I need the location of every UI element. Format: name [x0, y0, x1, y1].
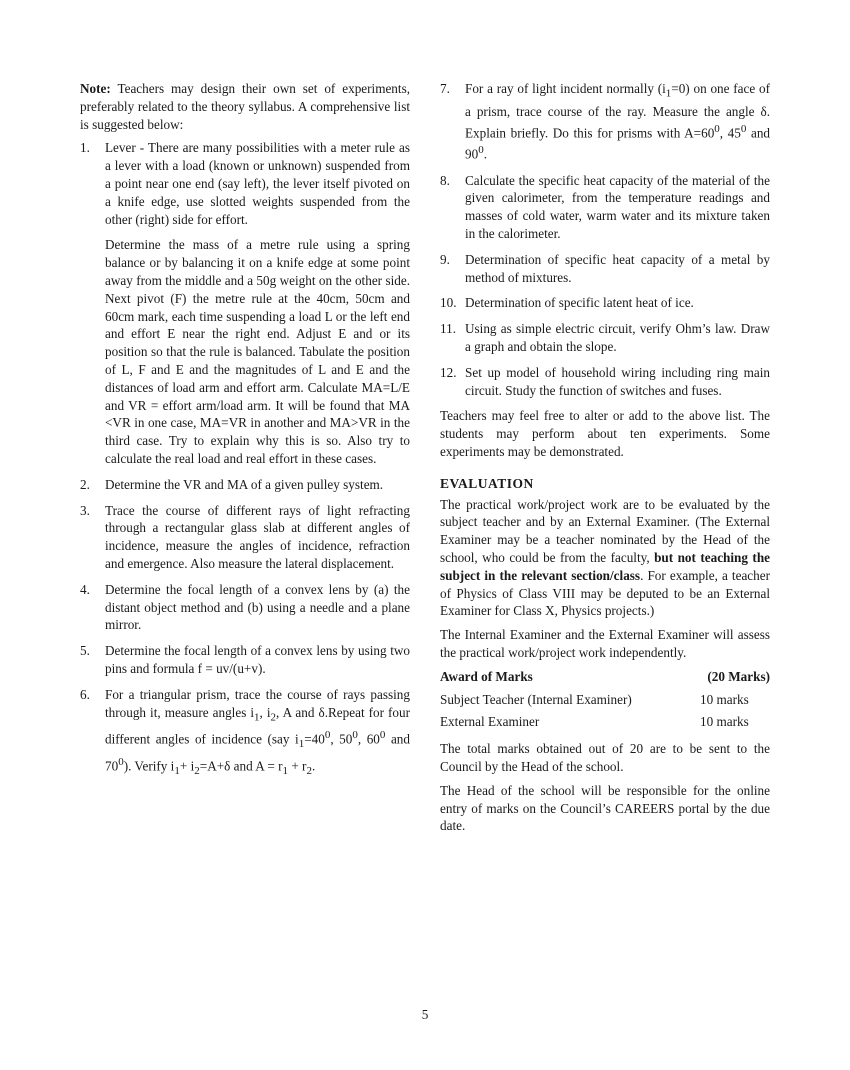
note-text: Teachers may design their own set of experiments, preferably related to the theory syllabus. A comprehensive list is suggested below: — [80, 81, 410, 132]
list-item — [80, 476, 410, 494]
evaluation-paragraph-3: The total marks obtained out of 20 are to be sent to the Council by the Head of the school. — [440, 741, 770, 774]
list-item — [80, 139, 410, 467]
marks-total: (20 Marks) — [707, 668, 770, 684]
list-item — [440, 320, 770, 356]
item-number: 4. — [80, 581, 90, 597]
evaluation-paragraph-2: The Internal Examiner and the External Examiner will assess the practical work/project work independently. — [440, 627, 770, 660]
page-number: 5 — [421, 1007, 429, 1022]
right-column — [440, 80, 770, 841]
item-number: 2. — [80, 476, 90, 492]
item-text: Determine the focal length of a convex lens by using two pins and formula f = uv/(u+v). — [105, 643, 410, 676]
item-text: Determination of specific latent heat of ice. — [465, 295, 694, 311]
item-text: Trace the course of different rays of light refracting through a rectangular glass slab at different angles of incidence, measure the angles of incidence, refraction and emergence. Also measure the lateral displacement. — [105, 502, 410, 571]
table-row — [440, 691, 770, 714]
list-item — [440, 80, 770, 164]
evaluation-heading: EVALUATION — [440, 475, 534, 491]
item-text: For a ray of light incident normally $(i_1=0)$ on one face of a prism, trace course of the ray. Measure the angle δ. Explain briefly. Do this for prisms with $A=60^0$, $45^0$ and $90^0$. — [465, 81, 771, 162]
item-number: 7. — [440, 81, 450, 96]
item-number: 1. — [80, 140, 90, 156]
item-number: 3. — [80, 502, 90, 518]
list-item — [440, 251, 770, 287]
list-item — [440, 294, 770, 312]
note-paragraph — [80, 80, 410, 133]
marks-value: 10 marks — [700, 714, 749, 730]
item-number: 9. — [440, 251, 450, 267]
item-text: Determination of specific heat capacity of a metal by method of mixtures. — [465, 251, 770, 285]
item-number: 11. — [440, 321, 456, 337]
marks-heading-row — [440, 668, 770, 691]
list-item — [440, 172, 770, 243]
list-item — [80, 642, 410, 678]
list-item — [80, 581, 410, 634]
marks-value: 10 marks — [700, 691, 749, 707]
experiment-list — [80, 139, 410, 780]
item-text: Set up model of household wiring including ring main circuit. Study the function of switches and fuses. — [465, 364, 770, 398]
item-text: Lever - There are many possibilities with a meter rule as a lever with a load (known or unknown) suspended from a point near one end (say left), the lever itself pivoted on a knife edge, use slotted weights suspended from the other (right) side for effort. — [105, 140, 410, 227]
list-item — [80, 502, 410, 573]
item-text: Determine the VR and MA of a given pulley system. — [105, 476, 384, 492]
item-text: Determine the focal length of a convex lens by (a) the distant object method and (b) using a needle and a plane mirror. — [105, 581, 410, 633]
list-item — [80, 686, 410, 781]
list-item — [440, 364, 770, 400]
item-number: 8. — [440, 172, 450, 188]
item-number: 10. — [440, 295, 457, 311]
item-number: 12. — [440, 364, 457, 380]
item-text: Calculate the specific heat capacity of the material of the given calorimeter, from the temperature readings and masses of cold water, warm water and its mixture taken in the calorimeter. — [465, 172, 770, 241]
item-text: Using as simple electric circuit, verify Ohm’s law. Draw a graph and obtain the slope. — [465, 321, 770, 354]
experiment-list-continued — [440, 80, 770, 399]
table-row — [440, 713, 770, 736]
after-list-paragraph: Teachers may feel free to alter or add to the above list. The students may perform about ten experiments. Some experiments may be demonstrated. — [440, 408, 770, 459]
evaluation-paragraph-4: The Head of the school will be responsible for the online entry of marks on the Council’s CAREERS portal by the due date. — [440, 782, 770, 834]
marks-heading: Award of Marks — [440, 668, 533, 684]
item-text: For a triangular prism, trace the course of rays passing through it, measure angles $i_1$, $i_2$, A and δ.Repeat for four different angles of incidence (say $i_1=40^0$, $50^0$, $60^0$ and $70^0$). Verify $i_1+ i_2=A+\delta$ and $A = r_1 + r_2$. — [105, 686, 410, 777]
marks-table — [440, 668, 770, 736]
item-number: 6. — [80, 686, 90, 702]
marks-label: External Examiner — [440, 714, 540, 730]
left-column — [80, 80, 410, 789]
item-subparagraph: Determine the mass of a metre rule using a spring balance or by balancing it on a knife edge at some point away from the middle and a 50g weight on the other side. Next pivot (F) the metre rule at the 40cm, 50cm and 60cm mark, each time suspending a load L or the left end and effort E near the right end. Adjust E and or its position so that the rule is balanced. Tabulate the position of L, F and E and the magnitudes of L and E and the distances of load arm and effort arm. Calculate MA=L/E and VR = effort arm/load arm. It will be found that MA <VR in one case, MA=VR in another and MA>VR in the third case. Try to explain why this is so. Also try to calculate the real load and real effort in these cases. — [105, 237, 410, 466]
marks-label: Subject Teacher (Internal Examiner) — [440, 691, 632, 707]
item-number: 5. — [80, 643, 90, 659]
note-label: Note: — [80, 81, 111, 96]
evaluation-paragraph-1: The practical work/project work are to be evaluated by the subject teacher and by an External Examiner. (The External Examiner may be a teacher nominated by the Head of the school, who could be from the faculty, but not teaching the subject in the relevant section/class. For example, a teacher of Physics of Class VIII may be deputed to be an External Examiner for Class X, Physics projects.) — [440, 496, 771, 619]
